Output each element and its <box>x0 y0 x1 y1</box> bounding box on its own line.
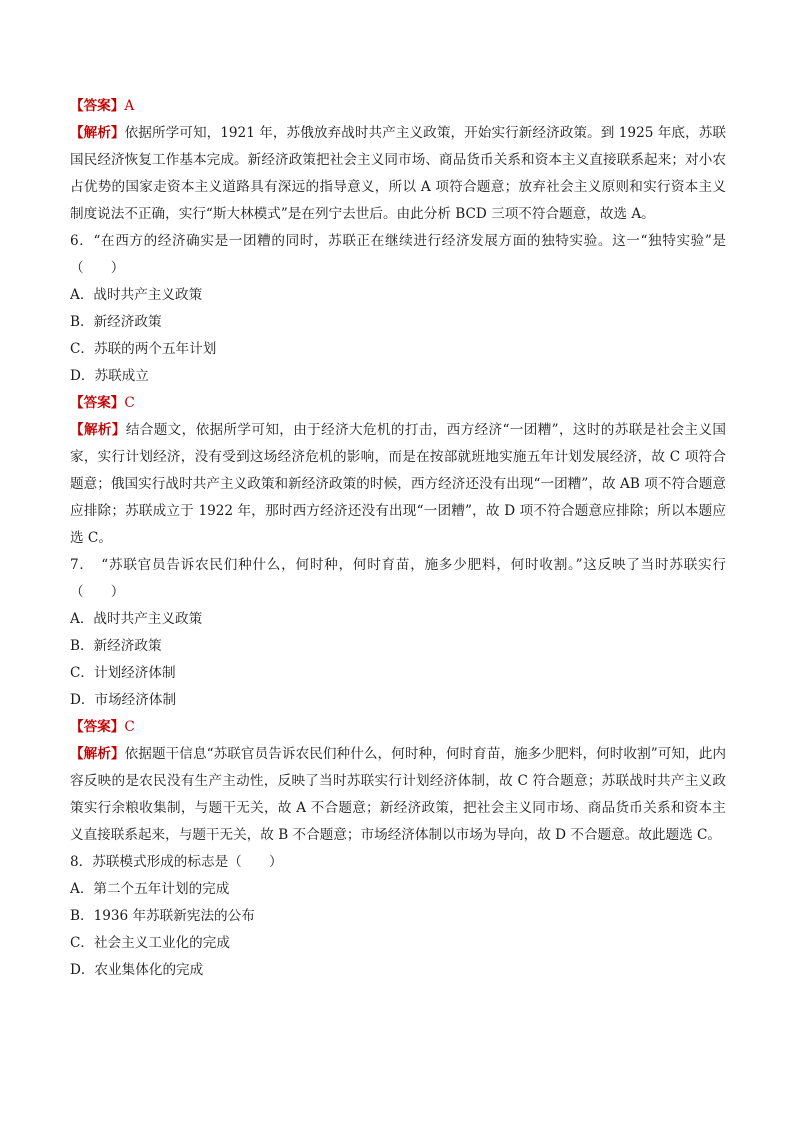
document-page <box>70 93 726 984</box>
answer-line <box>70 390 726 417</box>
option-b: B．新经济政策 <box>70 638 162 654</box>
analysis-text: 结合题文，依据所学可知，由于经济大危机的打击，西方经济“一团糟”，这时的苏联是社会主义国家，实行计划经济，没有受到这场经济危机的影响，而是在按部就班地实施五年计划发展经济，故 C 项符合题意；俄国实行战时共产主义政策和新经济政策的时候，西方经济还没有出现“一团糟”，故 AB 项不符合题意应排除；苏联成立于 1922 年，那时西方经济还没有出现“一团糟”，故 D 项不符合题意应排除；所以本题应选 C。 <box>70 422 726 546</box>
analysis-text: 依据所学可知，1921 年，苏俄放弃战时共产主义政策，开始实行新经济政策。到 1925 年底，苏联国民经济恢复工作基本完成。新经济政策把社会主义同市场、商品货币关系和资本主义直接联系起来；对小农占优势的国家走资本主义道路具有深远的指导意义，所以 A 项符合题意；放弃社会主义原则和实行资本主义制度说法不正确，实行“斯大林模式”是在列宁去世后。由此分析 BCD 三项不符合题意，故选 A。 <box>70 125 726 222</box>
answer-value: C <box>124 395 135 411</box>
answer-tag: 【答案】 <box>70 98 125 114</box>
analysis-paragraph <box>70 741 726 849</box>
question-stem: 8．苏联模式形成的标志是（ ） <box>70 854 283 870</box>
answer-tag: 【答案】 <box>70 719 125 735</box>
answer-tag: 【答案】 <box>70 395 125 411</box>
option-d: D．农业集体化的完成 <box>70 962 204 978</box>
option-b: B．1936 年苏联新宪法的公布 <box>70 908 255 924</box>
option-a: A．战时共产主义政策 <box>70 287 203 303</box>
answer-line <box>70 714 726 741</box>
analysis-tag: 【解析】 <box>70 125 125 141</box>
answer-value: C <box>124 719 135 735</box>
option-c: C．苏联的两个五年计划 <box>70 341 217 357</box>
option-c: C．社会主义工业化的完成 <box>70 935 230 951</box>
option-d: D．市场经济体制 <box>70 692 177 708</box>
answer-line <box>70 93 726 120</box>
question-stem: 7． “苏联官员告诉农民们种什么，何时种，何时育苗，施多少肥料，何时收割。”这反映了当时苏联实行（ ） <box>70 557 726 600</box>
analysis-paragraph <box>70 120 726 228</box>
analysis-text: 依据题干信息“苏联官员告诉农民们种什么，何时种，何时育苗，施多少肥料，何时收割”可知，此内容反映的是农民没有生产主动性，反映了当时苏联实行计划经济体制，故 C 符合题意；苏联战时共产主义政策实行余粮收集制，与题干无关，故 A 不合题意；新经济政策，把社会主义同市场、商品货币关系和资本主义直接联系起来，与题干无关，故 B 不合题意；市场经济体制以市场为导向，故 D 不合题意。故此题选 C。 <box>70 746 726 843</box>
analysis-paragraph <box>70 417 726 552</box>
analysis-tag: 【解析】 <box>70 746 125 762</box>
question-stem: 6．“在西方的经济确实是一团糟的同时，苏联正在继续进行经济发展方面的独特实验。这一“独特实验”是（ ） <box>70 233 726 276</box>
option-a: A．战时共产主义政策 <box>70 611 203 627</box>
answer-value: A <box>124 98 135 114</box>
option-a: A．第二个五年计划的完成 <box>70 881 230 897</box>
option-c: C．计划经济体制 <box>70 665 176 681</box>
option-b: B．新经济政策 <box>70 314 162 330</box>
option-d: D．苏联成立 <box>70 368 149 384</box>
analysis-tag: 【解析】 <box>70 422 126 438</box>
